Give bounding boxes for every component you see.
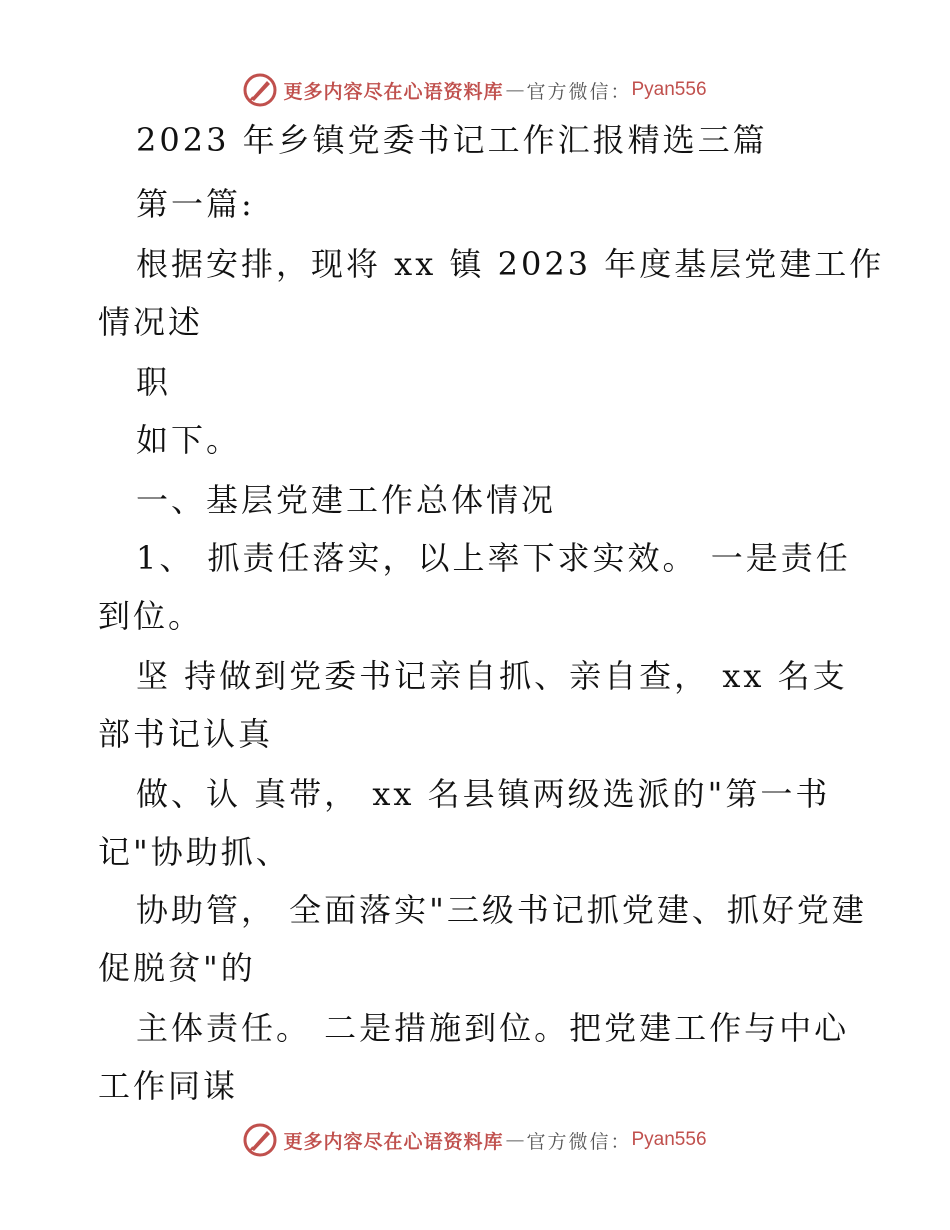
paragraph-line: 1、 抓责任落实，以上率下求实效。 一是责任: [136, 539, 851, 577]
paragraph-line: 协助管， 全面落实"三级书记抓党建、抓好党建: [136, 891, 867, 929]
quill-logo-icon: [243, 1123, 277, 1157]
header-wechat-id: Pyan556: [631, 79, 707, 100]
paragraph-line: 根据安排，现将 xx 镇 2023 年度基层党建工作: [136, 245, 885, 283]
footer-watermark-text: 更多内容尽在心语资料库: [283, 1130, 504, 1153]
header-dash: —: [505, 79, 525, 101]
header-watermark: [0, 68, 950, 112]
footer-wechat-id: Pyan556: [631, 1129, 707, 1150]
document-title: 2023 年乡镇党委书记工作汇报精选三篇: [136, 121, 768, 159]
paragraph-line: 情况述: [98, 303, 204, 341]
header-wechat-label: 官方微信：: [526, 80, 632, 103]
paragraph-line: 做、认 真带， xx 名县镇两级选派的"第一书: [136, 775, 831, 813]
paragraph-line: 职: [136, 363, 172, 401]
paragraph-line: 如下。: [136, 421, 242, 459]
footer-watermark: [0, 1118, 950, 1162]
paragraph-line: 工作同谋: [98, 1067, 239, 1105]
paragraph-line: 主体责任。 二是措施到位。把党建工作与中心: [136, 1009, 850, 1047]
paragraph-line: 促脱贫"的: [98, 949, 256, 987]
paragraph-line: 坚 持做到党委书记亲自抓、亲自查， xx 名支: [136, 657, 848, 695]
quill-logo-icon: [243, 73, 277, 107]
header-watermark-text: 更多内容尽在心语资料库: [283, 80, 504, 103]
footer-dash: —: [505, 1129, 525, 1151]
section-heading: 第一篇:: [136, 185, 255, 223]
paragraph-line: 记"协助抓、: [98, 833, 291, 871]
paragraph-line: 部书记认真: [98, 715, 274, 753]
footer-wechat-label: 官方微信：: [526, 1130, 632, 1153]
subsection-heading: 一、基层党建工作总体情况: [136, 481, 557, 519]
paragraph-line: 到位。: [98, 597, 204, 635]
